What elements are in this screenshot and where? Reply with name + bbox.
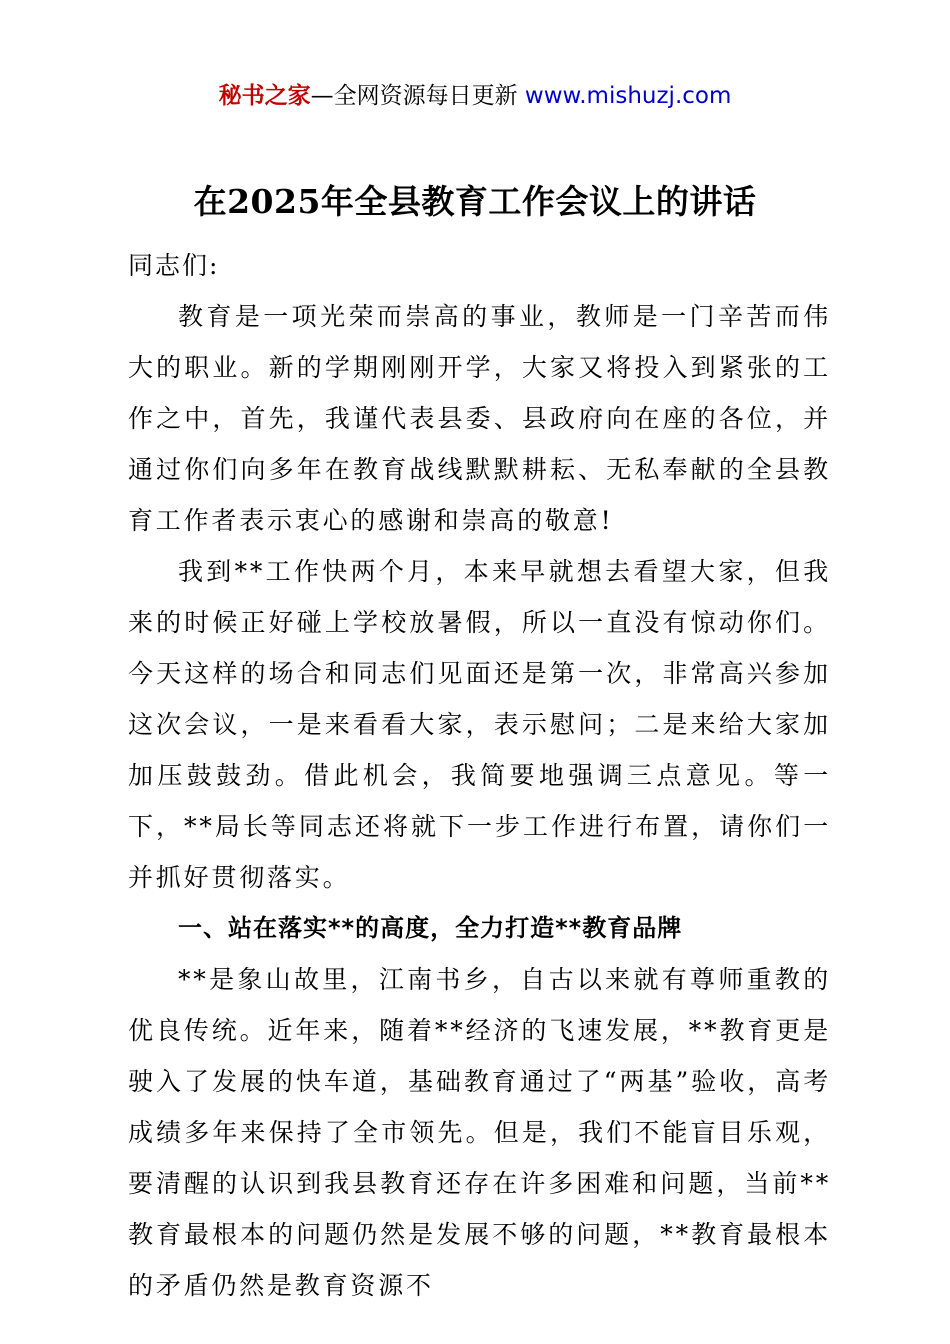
paragraph-greeting: 我到**工作快两个月，本来早就想去看望大家，但我来的时候正好碰上学校放暑假，所以一直没有惊动你们。今天这样的场合和同志们见面还是第一次，非常高兴参加这次会议，一是来看看大家，表示慰问；二是来给大家加加压鼓鼓劲。借此机会，我简要地强调三点意见。等一下，**局长等同志还将就下一步工作进行布置，请你们一并抓好贯彻落实。: [128, 557, 831, 892]
site-tagline: —全网资源每日更新: [310, 83, 525, 109]
site-url-link[interactable]: www.mishuzj.com: [524, 83, 732, 109]
document-body: [128, 240, 831, 1311]
paragraph-section-1: **是象山故里，江南书乡，自古以来就有尊师重教的优良传统。近年来，随着**经济的飞速发展，**教育更是驶入了发展的快车道，基础教育通过了“两基”验收，高考成绩多年来保持了全市领先。但是，我们不能盲目乐观，要清醒的认识到我县教育还存在许多困难和问题，当前**教育最根本的问题仍然是发展不够的问题，**教育最根本的矛盾仍然是教育资源不: [128, 965, 831, 1300]
salutation: 同志们:: [128, 251, 220, 280]
section-heading-1: 一、站在落实**的高度，全力打造**教育品牌: [178, 914, 683, 942]
site-brand: 秘书之家: [218, 83, 311, 109]
document-title: 在2025年全县教育工作会议上的讲话: [193, 182, 757, 221]
site-header: [0, 80, 950, 112]
paragraph-intro: 教育是一项光荣而崇高的事业，教师是一门辛苦而伟大的职业。新的学期刚刚开学，大家又将投入到紧张的工作之中，首先，我谨代表县委、县政府向在座的各位，并通过你们向多年在教育战线默默耕耘、无私奉献的全县教育工作者表示衷心的感谢和崇高的敬意!: [128, 302, 831, 535]
